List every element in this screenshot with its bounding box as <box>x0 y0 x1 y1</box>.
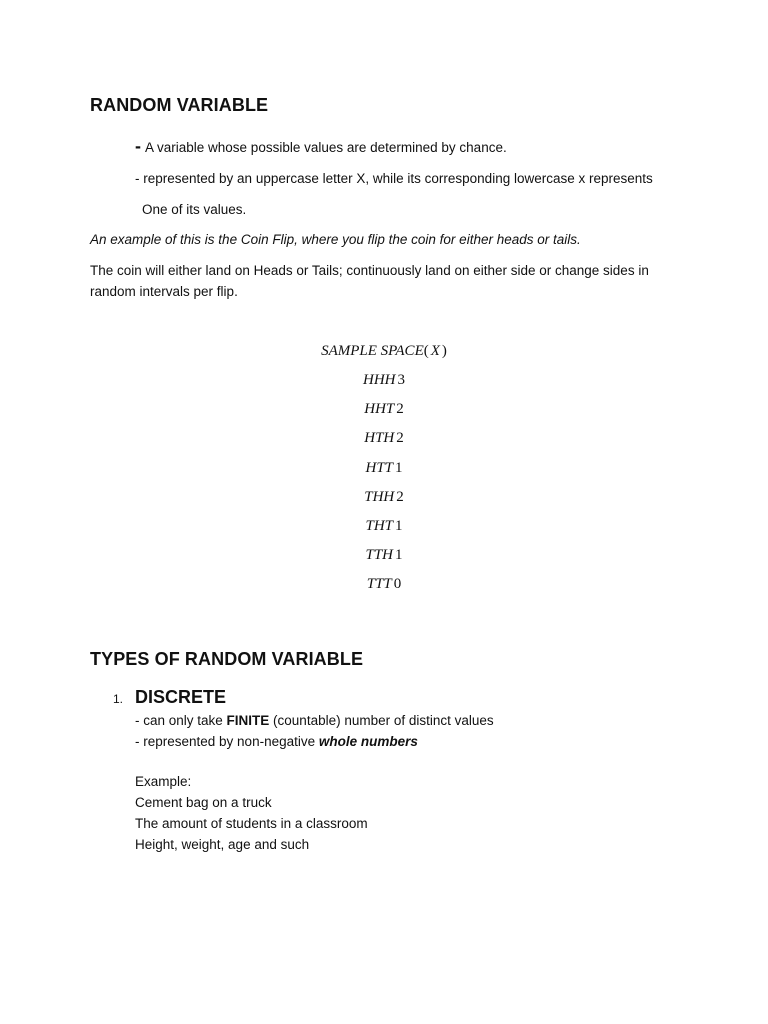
outcome-value: 2 <box>396 401 404 418</box>
outcome-sequence: HTH <box>364 430 395 447</box>
discrete-line-1 <box>135 713 494 728</box>
discrete-line-1-prefix: - can only take <box>135 713 227 728</box>
random-variable-symbol: X <box>430 343 440 359</box>
coin-flip-example: An example of this is the Coin Flip, where you flip the coin for either heads or tails. <box>90 232 581 247</box>
outcome-sequence: TTH <box>365 547 394 564</box>
bullet-dash: - <box>135 136 141 156</box>
outcome-value: 2 <box>396 488 404 505</box>
discrete-line-2 <box>135 734 418 749</box>
outcome-sequence: HTT <box>365 459 394 476</box>
definition-text: A variable whose possible values are determined by chance. <box>145 140 507 155</box>
outcome-value: 2 <box>396 430 404 447</box>
sample-space-header <box>0 343 768 360</box>
section-title-random-variable: RANDOM VARIABLE <box>90 95 269 115</box>
representation-line: - represented by an uppercase letter X, while its corresponding lowercase x represents <box>135 171 653 186</box>
section-title-types: TYPES OF RANDOM VARIABLE <box>90 649 364 669</box>
discrete-heading: DISCRETE <box>135 687 227 707</box>
outcome-value: 0 <box>393 576 402 593</box>
sample-space-row <box>0 372 768 389</box>
outcome-sequence: TTT <box>366 576 392 593</box>
outcome-value: 1 <box>395 518 403 534</box>
sample-space-row <box>0 430 768 447</box>
outcome-value: 1 <box>395 459 403 476</box>
example-item: Height, weight, age and such <box>135 837 310 852</box>
discrete-line-1-suffix: (countable) number of distinct values <box>269 713 494 728</box>
sample-space-row <box>0 460 768 477</box>
representation-line-continued: One of its values. <box>142 202 247 217</box>
outcome-sequence: HHH <box>363 372 396 388</box>
sample-space-label: SAMPLE SPACE <box>321 343 424 359</box>
definition-line <box>135 136 507 157</box>
whole-numbers-keyword: whole numbers <box>318 734 418 749</box>
coin-paragraph-line-1: The coin will either land on Heads or Tails; continuously land on either side or change sides in <box>90 263 649 278</box>
outcome-sequence: HHT <box>364 401 395 418</box>
discrete-line-2-prefix: - represented by non-negative <box>135 734 319 749</box>
outcome-sequence: THH <box>364 488 395 505</box>
example-item: The amount of students in a classroom <box>135 816 368 831</box>
outcome-value: 3 <box>397 372 405 388</box>
sample-space-row <box>0 489 768 506</box>
sample-space-row <box>0 547 768 564</box>
coin-paragraph-line-2: random intervals per flip. <box>90 284 238 299</box>
example-label: Example: <box>135 774 192 789</box>
sample-space-row <box>0 401 768 418</box>
paren-close: ) <box>441 343 447 359</box>
sample-space-row <box>0 576 768 593</box>
outcome-value: 1 <box>395 547 403 564</box>
example-item: Cement bag on a truck <box>135 795 272 810</box>
finite-keyword: FINITE <box>226 713 270 728</box>
list-number: 1. <box>113 692 124 706</box>
outcome-sequence: THT <box>365 518 394 534</box>
sample-space-row <box>0 518 768 535</box>
paren-open: ( <box>423 343 429 359</box>
